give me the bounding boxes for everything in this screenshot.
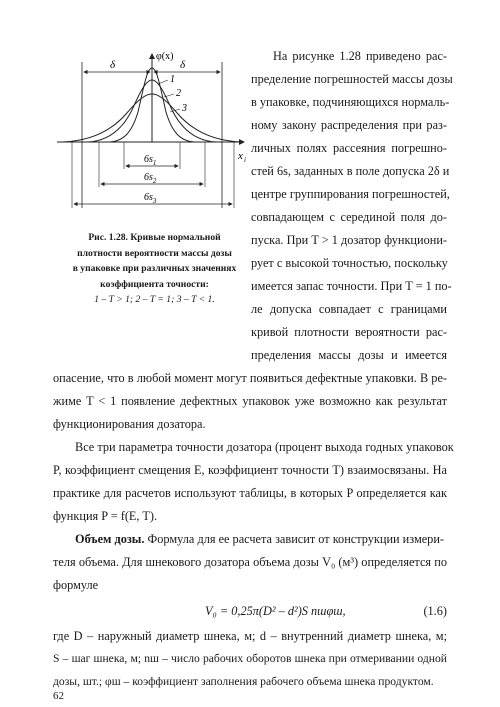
paragraph-volume: [53, 531, 447, 547]
text-line: пуска. При T > 1 дозатор функциони-: [251, 233, 447, 247]
text-line: совпадающем с серединой поля до-: [251, 210, 447, 224]
text-line: в упаковке, подчиняющихся нормаль-: [251, 95, 450, 109]
text-line: где D – наружный диаметр шнека, м; d – внутренний диаметр шнека, м;: [53, 629, 447, 643]
curve-2-label: 2: [176, 88, 181, 99]
normal-distribution-figure: [52, 42, 257, 227]
text-line: формуле: [53, 578, 99, 592]
text-line: практике для расчетов используют таблицы, в которых P определяется как: [53, 486, 447, 500]
dim-label-2: $6s_2$: [144, 172, 157, 185]
section-heading: Объем дозы.: [75, 532, 145, 546]
x-axis-label: x: [238, 150, 243, 162]
text-line: пределение погрешностей массы дозы: [251, 72, 453, 86]
text-line: Все три параметра точности дозатора (процент выхода годных упаковок: [75, 440, 454, 454]
text-line: пределения массы дозы и имеется: [251, 348, 447, 362]
text-line: теля объема. Для шнекового дозатора объема дозы V₀ (м³) определяется по: [53, 555, 447, 569]
y-axis-label: φ(x): [156, 51, 174, 62]
equation-row: [53, 604, 447, 622]
dim-label-1: $6s_1$: [144, 154, 157, 167]
page-number: 62: [53, 690, 64, 702]
text-line: кривой плотности вероятности рас-: [251, 325, 447, 339]
text-line: опасение, что в любой момент могут появиться дефектные упаковки. В ре-: [53, 371, 447, 385]
text-line: личных полях рассеяния погрешно-: [251, 141, 447, 155]
equation: V₀ = 0,25π(D² – d²)S nшφш,: [205, 604, 346, 618]
delta-label-right: δ: [180, 59, 186, 71]
x-axis-subscript: i: [244, 156, 246, 164]
text-line: дозы, шт.; φш – коэффициент заполнения рабочего объема шнека продуктом.: [53, 675, 434, 688]
curve-3-label: 3: [182, 103, 187, 114]
figure-caption: [52, 230, 257, 308]
text-line: Формула для ее расчета зависит от конструкции измери-: [144, 532, 445, 546]
text-line: центре группирования погрешностей,: [251, 187, 450, 201]
text-line: P, коэффициент смещения E, коэффициент точности T) взаимосвязаны. На: [53, 463, 447, 477]
text-line: ле допуска совпадает с границами: [251, 302, 447, 316]
delta-label-left: δ: [110, 59, 116, 71]
text-line: S – шаг шнека, м; nш – число рабочих оборотов шнека при отмеривании одной: [53, 652, 447, 665]
text-line: функция P = f(E, T).: [53, 509, 158, 523]
text-line: жиме T < 1 появление дефектных упаковок уже возможно как результат: [53, 394, 447, 408]
text-line: На рисунке 1.28 приведено рас-: [273, 49, 447, 63]
equation-number: (1.6): [423, 604, 447, 618]
curve-1-label: 1: [170, 74, 175, 85]
text-line: рует с высокой точностью, поскольку: [251, 256, 448, 270]
caption-line: плотности вероятности массы дозы: [77, 247, 232, 259]
caption-line: коэффициента точности:: [100, 278, 209, 290]
text-line: ному закону распределения при раз-: [251, 118, 447, 132]
text-line: функционирования дозатора.: [53, 417, 206, 431]
text-line: стей 6s, заданных в поле допуска 2δ и: [251, 164, 450, 178]
dim-label-3: $6s_3$: [144, 192, 157, 205]
caption-line: в упаковке при различных значениях: [72, 263, 237, 274]
text-line: имеется запас точности. При T = 1 по-: [251, 279, 452, 293]
caption-line: Рис. 1.28. Кривые нормальной: [88, 232, 221, 243]
caption-legend: 1 – T > 1; 2 – T = 1; 3 – T < 1.: [94, 294, 215, 305]
